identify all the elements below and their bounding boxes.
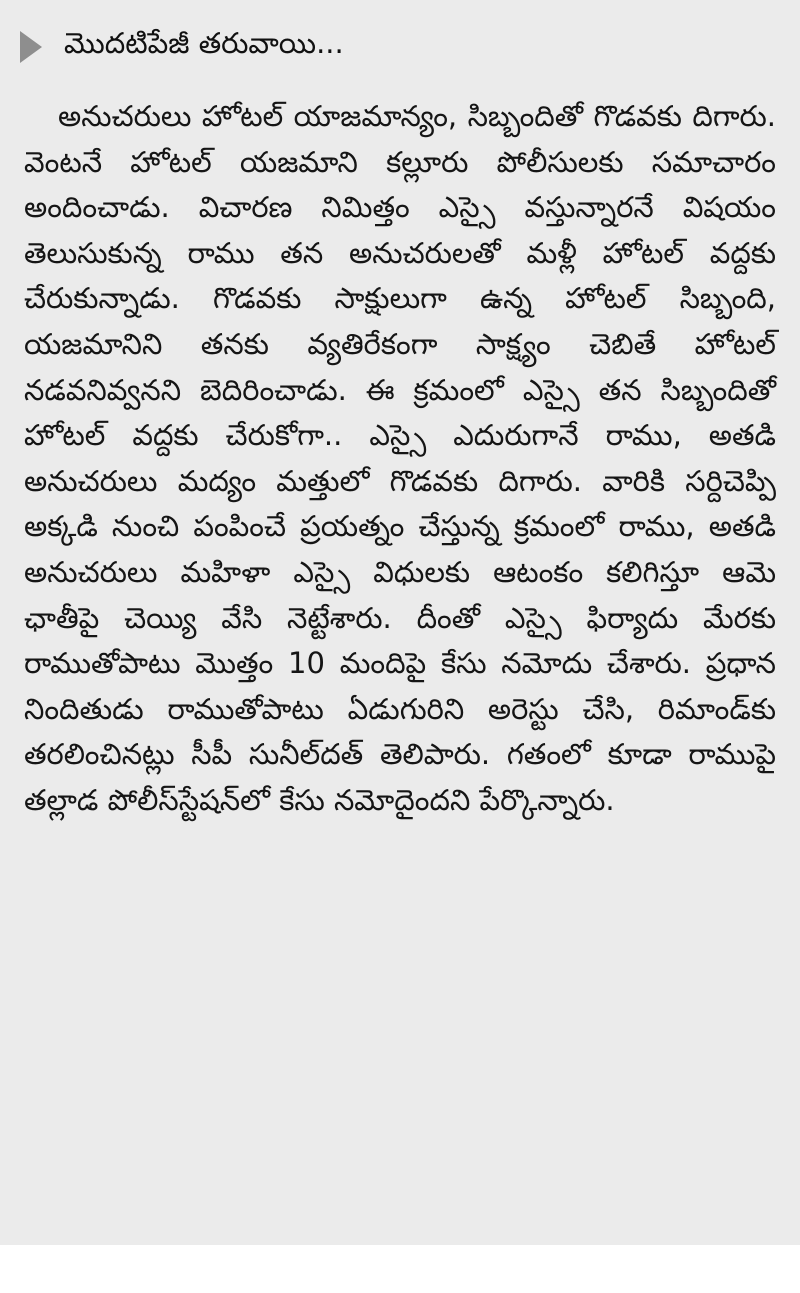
continued-from-line — [20, 22, 344, 72]
article-body: అనుచరులు హోటల్ యాజమాన్యం, సిబ్బందితో గొడవకు దిగారు. వెంటనే హోటల్ యజమాని కల్లూరు పోలీసులకు సమాచారం అందించాడు. విచారణ నిమిత్తం ఎస్సై వస్తున్నారనే విషయం తెలుసుకున్న రాము తన అనుచరులతో మళ్లీ హోటల్ వద్దకు చేరుకున్నాడు. గొడవకు సాక్షులుగా ఉన్న హోటల్ సిబ్బంది, యజమానిని తనకు వ్యతిరేకంగా సాక్ష్యం చెబితే హోటల్ నడవనివ్వనని బెదిరించాడు. ఈ క్రమంలో ఎస్సై తన సిబ్బందితో హోటల్ వద్దకు చేరుకోగా.. ఎస్సై ఎదురుగానే రాము, అతడి అనుచరులు మద్యం మత్తులో గొడవకు దిగారు. వారికి సర్దిచెప్పి అక్కడి నుంచి పంపించే ప్రయత్నం చేస్తున్న క్రమంలో రాము, అతడి అనుచరులు మహిళా ఎస్సై విధులకు ఆటంకం కలిగిస్తూ ఆమె ఛాతీపై చెయ్యి వేసి నెట్టేశారు. దీంతో ఎస్సై ఫిర్యాదు మేరకు రాముతోపాటు మొత్తం 10 మందిపై కేసు నమోదు చేశారు. ప్రధాన నిందితుడు రాముతోపాటు ఏడుగురిని అరెస్టు చేసి, రిమాండ్‌కు తరలించినట్లు సీపీ సునీల్‌దత్ తెలిపారు. గతంలో కూడా రాముపై తల్లాడ పోలీస్‌స్టేషన్‌లో కేసు నమోదైందని పేర్కొన్నారు. — [24, 99, 776, 817]
right-triangle-arrow-icon — [20, 31, 42, 63]
headline-fragment — [470, 0, 700, 8]
continued-from-label: మొదటిపేజీ తరువాయి... — [64, 26, 344, 60]
